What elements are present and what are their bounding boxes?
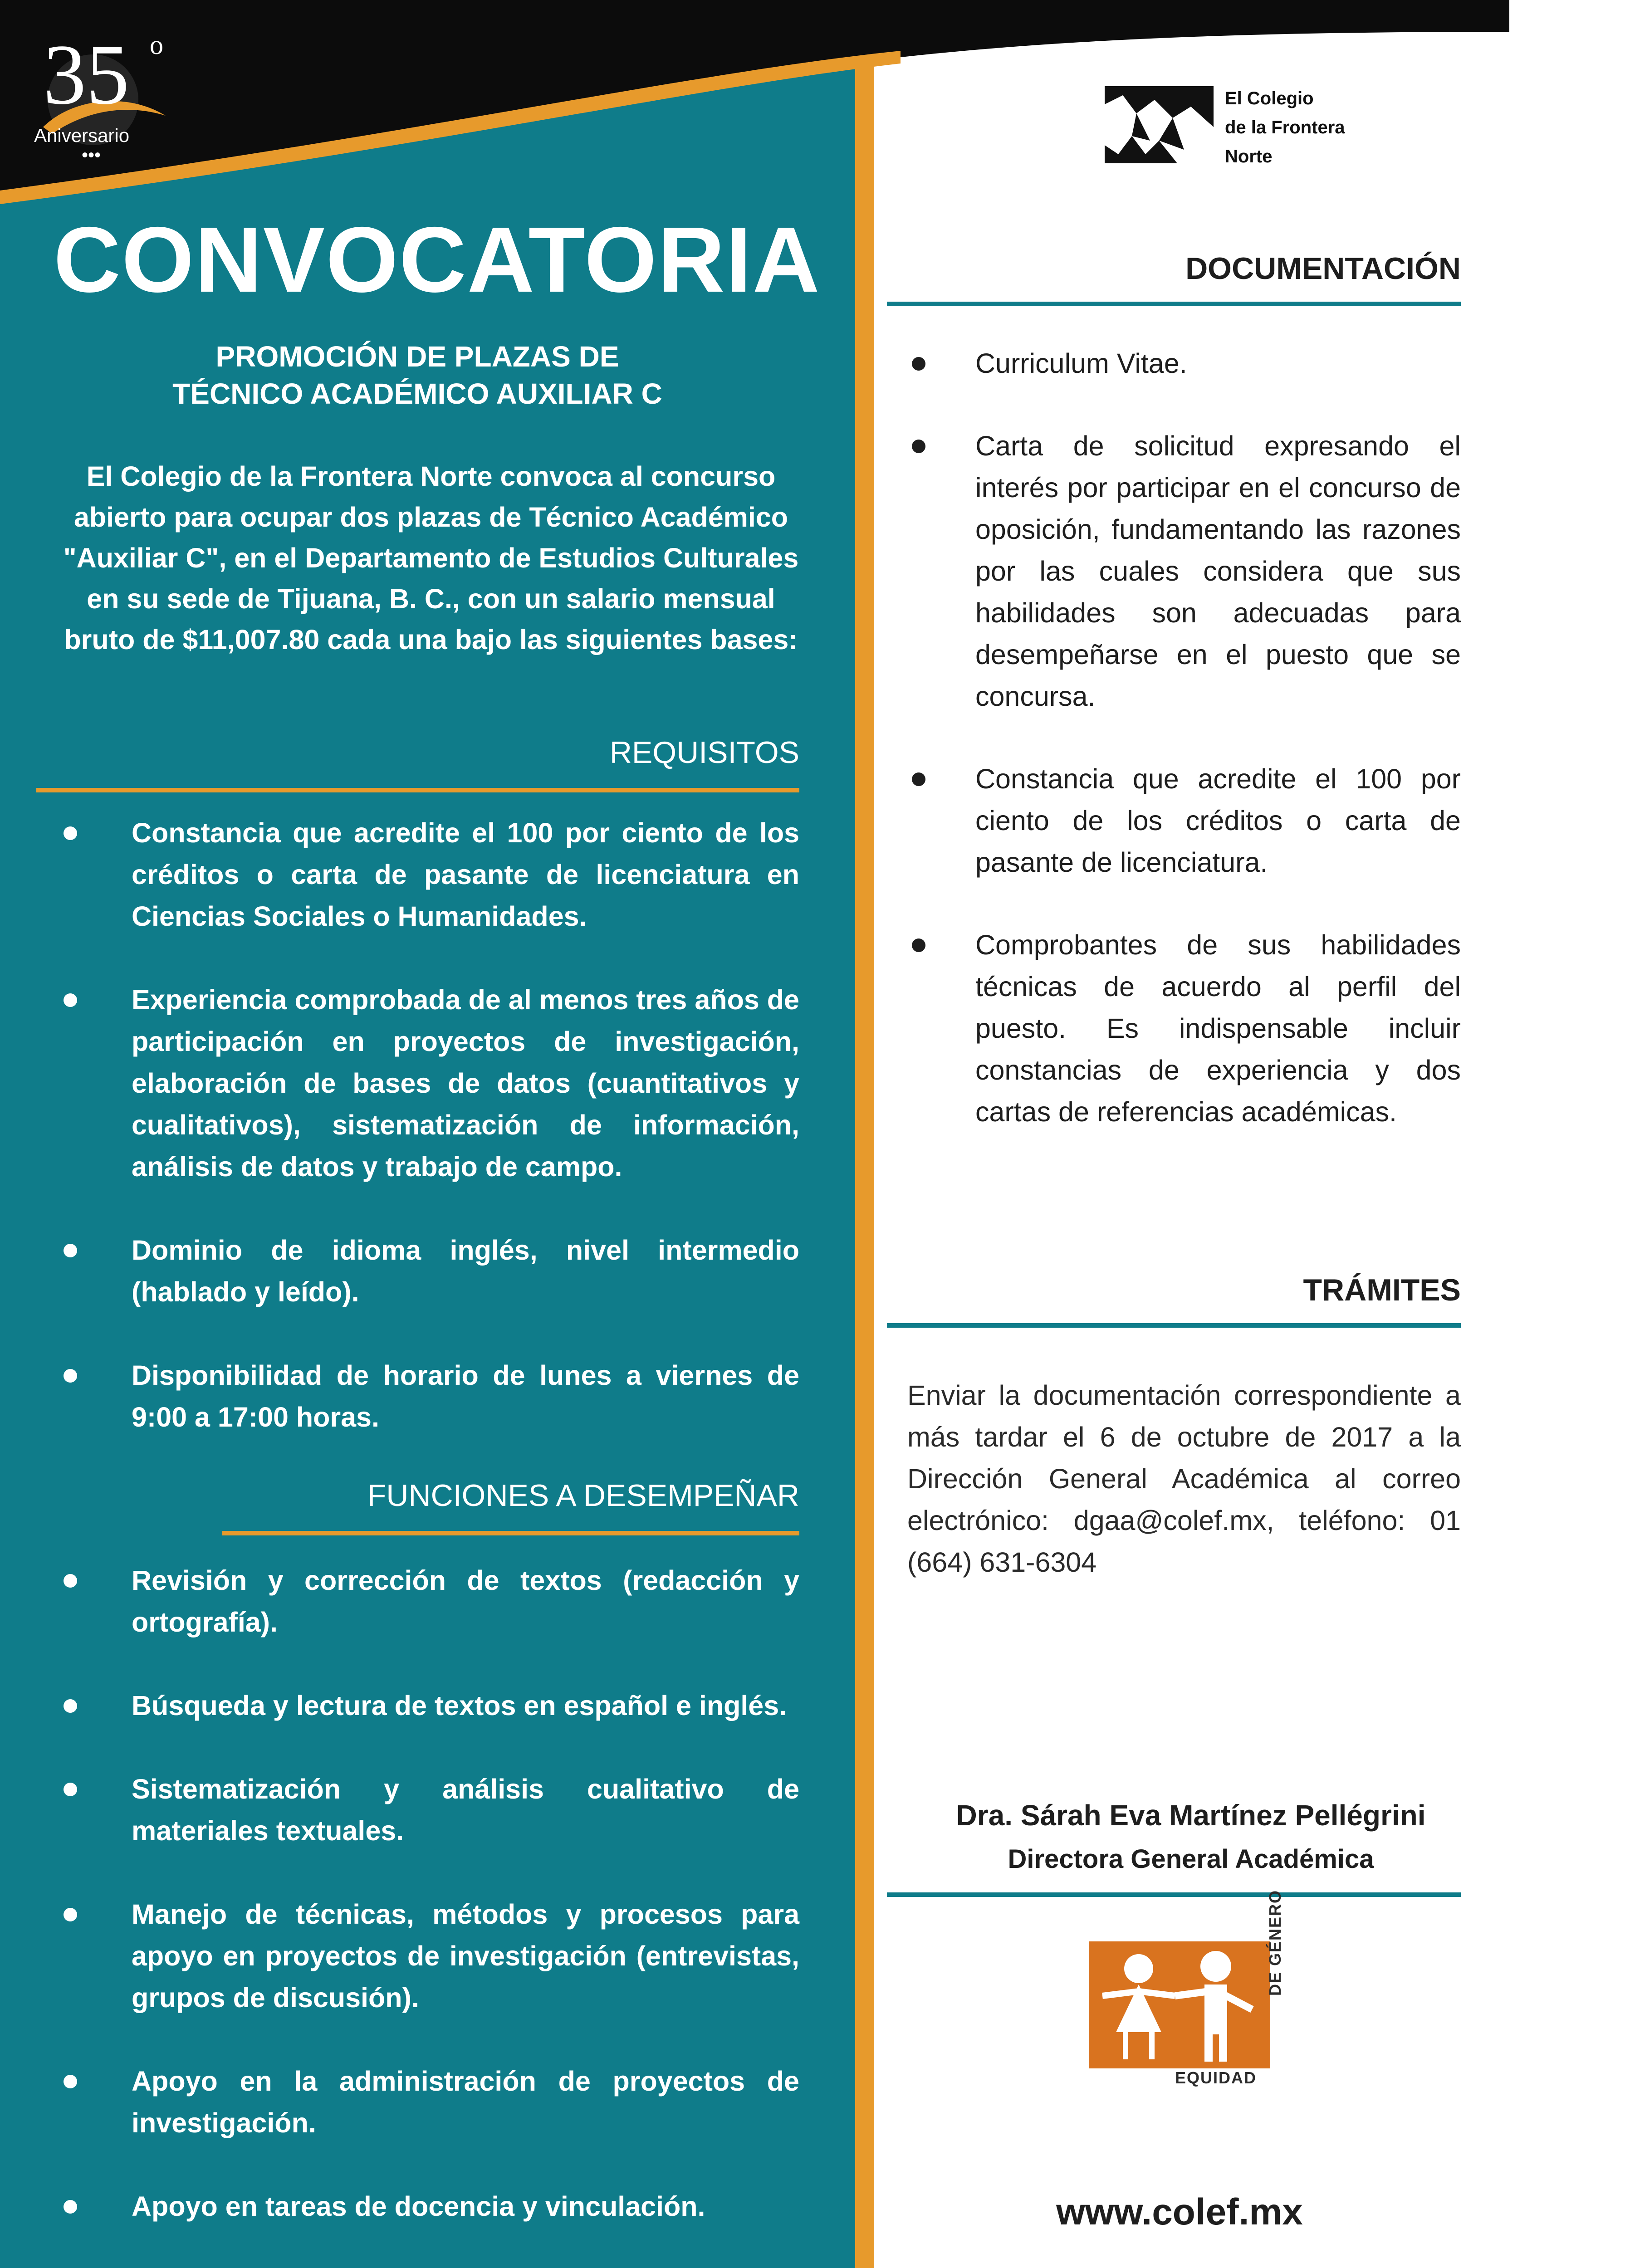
requisito-text: Constancia que acredite el 100 por ciento de los créditos o carta de pasante de licenciatura en Ciencias Sociales o Humanidades. xyxy=(132,817,799,932)
funcion-text: Revisión y corrección de textos (redacción y ortografía). xyxy=(132,1565,799,1637)
requisito-item xyxy=(59,1354,799,1438)
bullet-icon xyxy=(64,1783,77,1796)
funcion-item xyxy=(59,1685,799,1726)
colef-name xyxy=(1225,84,1406,171)
tramites-text: Enviar la documentación correspondiente a más tardar el 6 de octubre de 2017 a la Dirección General Académica al correo electrónico: dgaa@colef.mx, teléfono: 01 (664) 631-6304 xyxy=(907,1380,1461,1578)
colef-name-line2: de la Frontera xyxy=(1225,117,1345,137)
funcion-item xyxy=(59,2185,799,2227)
funcion-text: Sistematización y análisis cualitativo de materiales textuales. xyxy=(132,1774,799,1846)
documentacion-rule xyxy=(887,302,1461,306)
colef-name-line3: Norte xyxy=(1225,147,1273,166)
bullet-icon xyxy=(912,357,925,371)
documentacion-text: Curriculum Vitae. xyxy=(975,348,1187,379)
subtitle xyxy=(91,338,744,412)
anniversary-label: Aniversario xyxy=(34,125,130,146)
documentacion-text: Constancia que acredite el 100 por ciento de los créditos o carta de pasante de licenciatura. xyxy=(975,763,1461,878)
bullet-icon xyxy=(64,993,77,1007)
bullet-icon xyxy=(64,1908,77,1921)
documentacion-item xyxy=(907,425,1461,717)
funcion-item xyxy=(59,1768,799,1852)
requisitos-heading: REQUISITOS xyxy=(609,735,799,770)
requisitos-rule xyxy=(36,788,799,792)
requisito-item xyxy=(59,812,799,937)
bullet-icon xyxy=(912,772,925,786)
tramites-rule xyxy=(887,1323,1461,1328)
requisito-text: Dominio de idioma inglés, nivel intermedio (hablado y leído). xyxy=(132,1235,799,1307)
funcion-text: Búsqueda y lectura de textos en español e inglés. xyxy=(132,1690,787,1721)
funcion-item xyxy=(59,1893,799,2019)
website-url[interactable]: www.colef.mx xyxy=(1056,2191,1303,2233)
orange-divider xyxy=(855,0,874,2268)
funciones-rule xyxy=(222,1531,799,1535)
documentacion-list xyxy=(907,342,1461,1133)
right-panel xyxy=(874,0,1509,2268)
documentacion-text: Comprobantes de sus habilidades técnicas de acuerdo al perfil del puesto. Es indispensable incluir constancias de experiencia y dos cartas de referencias académicas. xyxy=(975,929,1461,1127)
documentacion-heading: DOCUMENTACIÓN xyxy=(1185,251,1461,286)
right-margin xyxy=(1509,0,1630,2268)
equidad-word1: EQUIDAD xyxy=(1175,2068,1257,2087)
subtitle-line1: PROMOCIÓN DE PLAZAS DE xyxy=(215,340,619,373)
requisito-item xyxy=(59,1229,799,1313)
subtitle-line2: TÉCNICO ACADÉMICO AUXILIAR C xyxy=(172,377,662,410)
bullet-icon xyxy=(64,1699,77,1713)
funciones-list xyxy=(59,1559,799,2227)
signer-role: Directora General Académica xyxy=(1008,1844,1374,1874)
anniversary-degree: o xyxy=(150,30,163,60)
documentacion-text: Carta de solicitud expresando el interés por participar en el concurso de oposición, fundamentando las razones por las cuales considera que sus habilidades son adecuadas para desempeñarse en el puesto que se concursa. xyxy=(975,430,1461,712)
bullet-icon xyxy=(912,440,925,453)
bullet-icon xyxy=(64,2075,77,2088)
colef-mountain-icon xyxy=(1105,86,1214,163)
anniversary-dots: ••• xyxy=(82,145,101,165)
page-title: CONVOCATORIA xyxy=(54,208,821,312)
signer-name: Dra. Sárah Eva Martínez Pellégrini xyxy=(956,1799,1426,1832)
bullet-icon xyxy=(64,1369,77,1383)
equidad-word2: DE GÉNERO xyxy=(1266,1889,1284,1996)
intro-paragraph: El Colegio de la Frontera Norte convoca al concurso abierto para ocupar dos plazas de Técnico Académico "Auxiliar C", en el Departamento de Estudios Culturales en su sede de Tijuana, B. C., con un salario mensual bruto de $11,007.80 cada una bajo las siguientes bases: xyxy=(63,461,799,655)
requisito-item xyxy=(59,979,799,1188)
colef-name-line1: El Colegio xyxy=(1225,88,1314,108)
funcion-text: Apoyo en tareas de docencia y vinculación. xyxy=(132,2191,705,2222)
bullet-icon xyxy=(912,938,925,952)
requisitos-list xyxy=(59,812,799,1438)
requisito-text: Disponibilidad de horario de lunes a viernes de 9:00 a 17:00 horas. xyxy=(132,1360,799,1432)
documentacion-item xyxy=(907,758,1461,883)
anniversary-number: 35 xyxy=(43,27,129,122)
bullet-icon xyxy=(64,1244,77,1257)
funciones-heading: FUNCIONES A DESEMPEÑAR xyxy=(367,1478,799,1513)
bullet-icon xyxy=(64,1574,77,1588)
funcion-text: Manejo de técnicas, métodos y procesos para apoyo en proyectos de investigación (entrevistas, grupos de discusión). xyxy=(132,1899,799,2013)
equidad-de-genero-icon xyxy=(1089,1941,1270,2068)
bullet-icon xyxy=(64,826,77,840)
documentacion-item xyxy=(907,342,1461,384)
requisito-text: Experiencia comprobada de al menos tres años de participación en proyectos de investigación, elaboración de bases de datos (cuantitativos y cualitativos), sistematización de información, análisis de datos y trabajo de campo. xyxy=(132,984,799,1182)
anniversary-logo xyxy=(25,27,175,168)
funcion-text: Apoyo en la administración de proyectos de investigación. xyxy=(132,2066,799,2138)
documentacion-item xyxy=(907,924,1461,1133)
bullet-icon xyxy=(64,2200,77,2214)
funcion-item xyxy=(59,2060,799,2144)
funcion-item xyxy=(59,1559,799,1643)
tramites-heading: TRÁMITES xyxy=(1303,1273,1461,1307)
signature-rule xyxy=(887,1892,1461,1897)
